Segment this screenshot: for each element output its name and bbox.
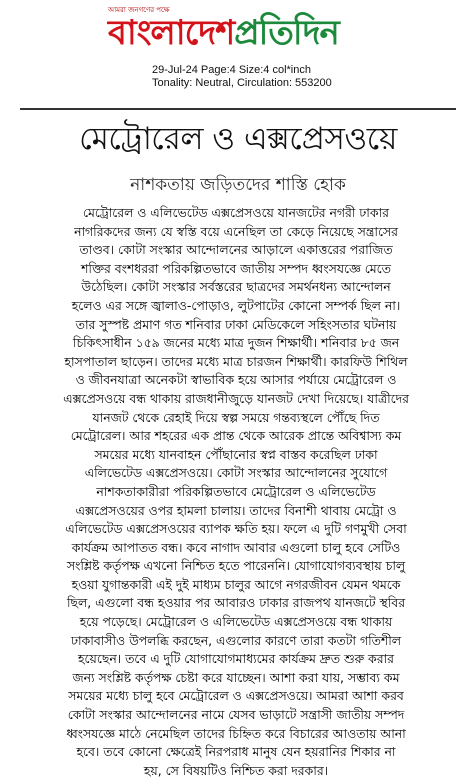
article-line: নাগরিকদের জন্য যে স্বস্তি বয়ে এনেছিল তা কেড়ে নিয়েছে সন্ত্রাসের: [74, 223, 398, 239]
clipping-meta: [152, 64, 332, 90]
article-body: [14, 204, 458, 778]
article-line: ছিল, এগুলো বন্ধ হওয়ার পর আবারও ঢাকার রাজপথ যানজটে স্থবির: [66, 595, 406, 611]
article-line: উঠেছিল। কোটা সংস্কার সর্বস্তরের ছাত্রদের সমর্থনধন্য আন্দোলন: [81, 279, 391, 295]
masthead-tagline: আমরা জনগণের পক্ষে: [108, 6, 170, 14]
article-line: মেট্রোরেল ও এলিভেটেড এক্সপ্রেসওয়ে যানজটের নগরী ঢাকার: [83, 205, 389, 220]
article-line: এক্সপ্রেসওয়ে বন্ধ থাকায় রাজধানীজুড়ে যানজট দেখা দিয়েছে। যাত্রীদের: [63, 390, 409, 406]
article-line: তার সুস্পষ্ট প্রমাণ গত শনিবার ঢাকা মেডিকেলে সহিংসতার ঘটনায়: [75, 316, 397, 332]
article-line: ও জীবনযাত্রা অনেকটা স্বাভাবিক হয়ে আসার পর্যায়ে মেট্রোরেল ও: [75, 372, 397, 388]
article-line: জন্য সংশ্লিষ্ট কর্তৃপক্ষ চেষ্টা করে যাচ্ছেন। আশা করা যায়, সম্ভাব্য কম: [72, 669, 400, 685]
article-line: চিকিৎসাধীন ১৫৯ জনের মধ্যে মাত্র দুজন শিক্ষার্থী। শনিবার ৮৫ জন: [72, 335, 400, 351]
article-line: সময়ের মধ্যে যানবাহন পৌঁছানোর স্বপ্ন বাস্তব করেছিল ঢাকা: [94, 446, 378, 462]
article-line: ধ্বংসযজ্ঞে মাঠে নেমেছিল তাদের চিহ্নিত করে বিচারের আওতায় আনা: [66, 725, 406, 741]
clipping-date-page-size: 29-Jul-24 Page:4 Size:4 col*inch: [152, 64, 311, 76]
article-line: হবে। তবে কোনো ক্ষেত্রেই নিরপরাধ মানুষ যেন হয়রানির শিকার না: [76, 744, 396, 760]
logo-word-protidin: প্রতিদিন: [234, 13, 339, 53]
article-line: হয়েছেন। তবে এ দুটি যোগাযোগমাধ্যমের কার্যক্রম দ্রুত শুরু করার: [78, 651, 394, 667]
newspaper-logo: [108, 12, 339, 54]
article-line: হলেও এর সঙ্গে জ্বালাও-পোড়াও, লুটপাটের কোনো সম্পর্ক ছিল না।: [71, 297, 401, 313]
article-line: হাসপাতাল ছাড়েন। তাদের মধ্যে মাত্র চারজন শিক্ষার্থী। কারফিউ শিথিল: [64, 353, 408, 369]
article-line: যানজট থেকে রেহাই দিয়ে স্বল্প সময়ে গন্তব্যস্থলে পৌঁছে দিত: [92, 409, 380, 425]
headline-rule: [20, 108, 456, 110]
logo-word-bangladesh: বাংলাদেশ: [108, 13, 235, 53]
article-line: নাশকতাকারীরা পরিকল্পিতভাবে মেট্রোরেল ও এলিভেটেড: [96, 483, 376, 499]
article-line: কোটা সংস্কার আন্দোলনের নামে যেসব ভাড়াটে সন্ত্রাসী জাতীয় সম্পদ: [67, 707, 405, 723]
article-line: ঢাকাবাসীও উপলব্ধি করছেন, এগুলোর কারণে তারা কতটা গতিশীল: [70, 632, 402, 648]
article-line: মেট্রোরেল। আর শহরের এক প্রান্ত থেকে আরেক প্রান্তে অবিশ্বাস্য কম: [70, 428, 402, 444]
article-line: এলিভেটেড এক্সপ্রেসওয়ের ব্যাপক ক্ষতি হয়। ফলে এ দুটি গণমুখী সেবা: [65, 521, 407, 537]
article-subheadline: নাশকতায় জড়িতদের শাস্তি হোক: [130, 175, 346, 195]
article-line: সংশ্লিষ্ট কর্তৃপক্ষ এখনো নিশ্চিত হতে পারেননি। যোগাযোগব্যবস্থায় চালু: [66, 558, 406, 574]
article-line: হয়ে পড়েছে। মেট্রোরেল ও এলিভেটেড এক্সপ্রেসওয়ে বন্ধ থাকায়: [79, 614, 393, 630]
masthead: [0, 0, 471, 62]
article-line: এক্সপ্রেসওয়ের ওপর হামলা চালায়। তাদের বিনাশী থাবায় মেট্রো ও: [75, 502, 397, 518]
article-line: তাণ্ডব। কোটা সংস্কার আন্দোলনের আড়ালে একাত্তরের পরাজিত: [79, 242, 393, 258]
article-line: হওয়া যুগান্তকারী এই দুই মাধ্যম চালুর আগে নগরজীবন যেমন থমকে: [71, 576, 401, 592]
article-line: হয়, সে বিষয়টিও নিশ্চিত করা দরকার।: [143, 762, 329, 778]
article-line: সময়ের মধ্যে চালু হবে মেট্রোরেল ও এক্সপ্রেসওয়ে। আমরা আশা করব: [68, 688, 404, 704]
article-line: এলিভেটেড এক্সপ্রেসওয়ে। কোটা সংস্কার আন্দোলনের সুযোগে: [84, 465, 388, 481]
clipping-tonality-circulation: Tonality: Neutral, Circulation: 553200: [152, 77, 332, 89]
article-line: কার্যক্রম আপাতত বন্ধ। কবে নাগাদ আবার এগুলো চালু হবে সেটিও: [71, 539, 401, 555]
article-headline: মেট্রোরেল ও এক্সপ্রেসওয়ে: [79, 121, 397, 157]
article-line: শক্তির বংশধররা পরিকল্পিতভাবে জাতীয় সম্পদ ধ্বংসযজ্ঞে মেতে: [81, 260, 391, 276]
